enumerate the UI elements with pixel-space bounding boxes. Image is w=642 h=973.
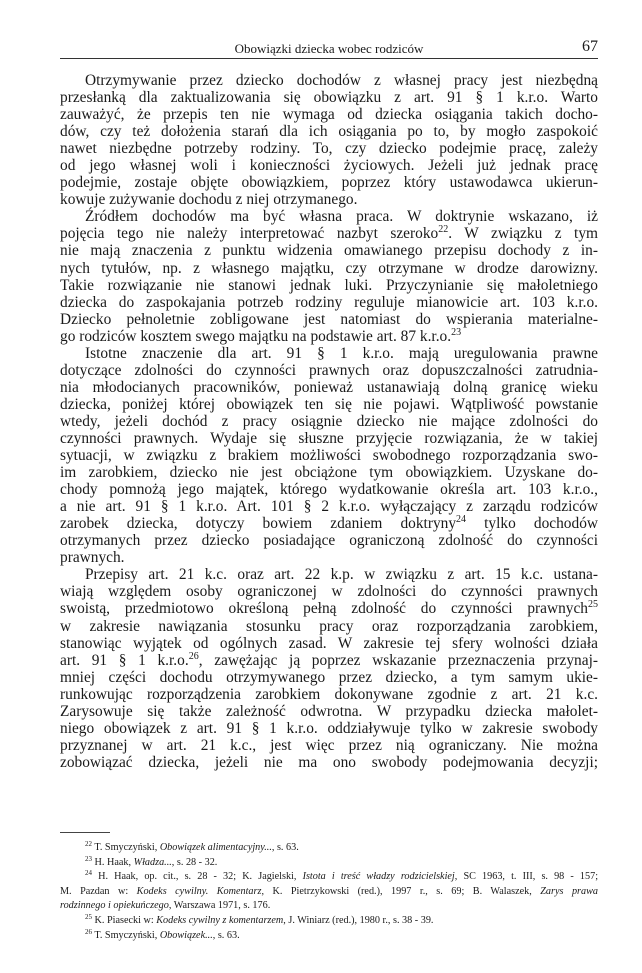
footnote-line <box>60 856 598 871</box>
text-segment: , J. Winiarz (red.), 1980 r., s. 38 - 39. <box>283 914 434 926</box>
text-line <box>60 328 598 345</box>
text-line <box>60 242 598 259</box>
text-segment: dziecka, poniżej której obowiązek ten się nie pojawi. Wątpliwość powstanie <box>60 395 598 413</box>
text-segment: im zarobkiem, dziecko nie jest obciążone tym obowiązkiem. Uzyskane do- <box>60 464 598 482</box>
text-line <box>60 89 598 106</box>
text-segment: a nie art. 91 § 1 k.r.o. Art. 101 § 2 k.r.o. wyłączający z zarządu rodziców <box>60 498 598 516</box>
text-segment: H. Haak, <box>92 856 134 868</box>
text-segment: dziecka do zaspokajania potrzeb rodziny reguluje mianowicie art. 103 k.r.o. <box>60 293 598 311</box>
text-segment: go rodziców kosztem swego majątku na podstawie art. 87 k.r.o. <box>60 327 452 345</box>
text-segment: Takie rozwiązanie nie stanowi jednak luki. Przyczynianie się małoletniego <box>60 276 598 294</box>
text-segment: T. Smyczyński, <box>92 929 160 941</box>
footnotes <box>60 841 598 943</box>
text-line <box>60 174 598 191</box>
text-line <box>60 481 598 498</box>
text-line <box>60 515 598 532</box>
text-segment: prawnych. <box>60 549 125 567</box>
footnote-line <box>60 899 598 914</box>
body-text <box>60 72 598 771</box>
footnote-line <box>60 885 598 900</box>
text-segment: , s. 63. <box>271 842 299 853</box>
italic-title: rodzinnego i opiekuńczego <box>60 900 169 912</box>
text-line <box>60 362 598 379</box>
text-segment: art. 91 § 1 k.r.o. <box>60 651 189 669</box>
text-segment: chody pomnożą jego majątek, którego wydatkowanie określa art. 103 k.r.o., <box>60 481 598 499</box>
text-segment: , zawężając ją poprzez wskazanie przeznaczenia przynaj- <box>198 651 598 669</box>
text-segment: T. Smyczyński, <box>92 842 160 853</box>
text-line <box>60 396 598 413</box>
italic-title: Zarys prawa <box>540 885 598 897</box>
text-line <box>60 140 598 157</box>
text-segment: swoistą, przedmiotowo określoną pełną zdolność do czynności prawnych <box>60 600 588 618</box>
text-segment: Przepisy art. 21 k.c. oraz art. 22 k.p. w związku z art. 15 k.c. ustana- <box>85 566 598 584</box>
footnote-line <box>60 914 598 929</box>
text-segment: Źródłem dochodów ma być własna praca. W doktrynie wskazano, iż <box>85 208 598 226</box>
text-segment: K. Piasecki w: <box>92 914 157 926</box>
text-segment: Dziecko pełnoletnie zobligowane jest natomiast do wspierania materialne- <box>60 310 598 328</box>
text-line <box>60 754 598 771</box>
text-segment: , K. Pietrzykowski (red.), 1997 r., s. 69; B. Walaszek, <box>261 885 541 897</box>
text-segment: od jego własnej woli i konieczności życiowych. Jeżeli już jednak pracę <box>60 157 598 175</box>
text-segment: pojęcia tego nie należy interpretować nazbyt szeroko <box>60 225 439 243</box>
text-segment: nie mają znaczenia z punktu widzenia omawianego przepisu dochody z in- <box>60 242 598 260</box>
text-line <box>60 191 598 208</box>
text-line <box>60 464 598 481</box>
text-line <box>60 566 598 583</box>
footnote-ref: 24 <box>85 869 92 878</box>
text-segment: sytuacji, w związku z brakiem możliwości swobodnego rozporządzania swo- <box>60 447 598 465</box>
text-line <box>60 379 598 396</box>
text-segment: zarobek dziecka, dotyczy bowiem zdaniem doktryny <box>60 515 457 533</box>
text-segment: dów, czy też dołożenia starań dla ich osiągania po to, by mogło zaspokoić <box>60 123 598 141</box>
text-segment: Zarysowuje się także zależność odwrotna. W przypadku dziecka małolet- <box>60 702 598 720</box>
text-line <box>60 123 598 140</box>
text-segment: w zakresie nawiązania stosunku pracy oraz rozporządzania zarobkiem, <box>60 617 598 635</box>
text-segment: mniej części dochodu otrzymywanego przez dziecko, a tym samym ukie- <box>60 668 598 686</box>
text-segment: zobowiązać dziecka, jeżeli nie ma ono swobody podejmowania decyzji; <box>60 753 598 771</box>
footnote-ref: 25 <box>85 912 92 921</box>
italic-title: Obowiązek... <box>159 929 213 941</box>
text-segment: Istotne znaczenie dla art. 91 § 1 k.r.o. mają uregulowania prawne <box>85 344 598 362</box>
italic-title: Kodeks cywilny z komentarzem <box>156 914 284 926</box>
text-line <box>60 106 598 123</box>
footnote-divider <box>60 832 110 833</box>
text-line <box>60 703 598 720</box>
text-line <box>60 260 598 277</box>
text-segment: przesłanką dla zaktualizowania się obowiązku z art. 91 § 1 k.r.o. Warto <box>60 89 598 107</box>
text-segment: wiają względem osoby ograniczonej w zdolności do czynności prawnych <box>60 583 598 601</box>
text-segment: tylko dochodów <box>466 515 598 533</box>
text-line <box>60 549 598 566</box>
text-line <box>60 583 598 600</box>
text-segment: wtedy, jeżeli dochód z pracy osiągnie dziecko nie mające zdolności do <box>60 412 598 430</box>
text-segment: kowuje zużywanie dochodu z niej otrzymanego. <box>60 191 358 209</box>
footnote-ref: 26 <box>85 927 92 936</box>
text-line <box>60 669 598 686</box>
page-number: 67 <box>582 38 598 55</box>
footnote-line <box>60 870 598 885</box>
text-segment: przyznanej w art. 21 k.c., jest więc przez nią ograniczany. Nie można <box>60 736 598 754</box>
text-segment: nych tytułów, np. z własnego majątku, czy otrzymane w drodze darowizny. <box>60 259 598 277</box>
text-segment: , Warszawa 1971, s. 176. <box>168 900 271 912</box>
text-line <box>60 618 598 635</box>
text-line <box>60 294 598 311</box>
running-header <box>60 38 598 59</box>
text-line <box>60 447 598 464</box>
text-segment: , SC 1963, t. III, s. 98 - 157; <box>454 871 599 883</box>
text-line <box>60 720 598 737</box>
text-segment: , s. 63. <box>212 929 240 941</box>
text-line <box>60 277 598 294</box>
text-segment: . W związku z tym <box>448 225 598 243</box>
text-segment: runkowując rozporządzenia zarobkiem dokonywane zgodnie z art. 21 k.c. <box>60 685 598 703</box>
text-line <box>60 600 598 617</box>
text-line <box>60 345 598 362</box>
italic-title: Kodeks cywilny. Komentarz <box>136 885 262 897</box>
footnote-ref: 25 <box>588 599 598 611</box>
text-line <box>60 498 598 515</box>
footnote-ref: 22 <box>85 840 92 848</box>
text-line <box>60 413 598 430</box>
text-line <box>60 737 598 754</box>
footnote-ref: 26 <box>188 650 199 662</box>
text-line <box>60 225 598 242</box>
text-segment: Otrzymywanie przez dziecko dochodów z własnej pracy jest niezbędną <box>85 72 598 89</box>
text-line <box>60 72 598 89</box>
footnote-line <box>60 841 598 856</box>
text-segment: zauważyć, że przepis ten nie wymaga od dziecka osiągania takich docho- <box>60 106 598 124</box>
text-segment: H. Haak, op. cit., s. 28 - 32; K. Jagielski, <box>92 871 303 883</box>
text-line <box>60 157 598 174</box>
text-segment: nawet niezbędne potrzeby rodziny. To, czy dziecko podejmie pracę, zależy <box>60 140 598 158</box>
text-line <box>60 652 598 669</box>
text-line <box>60 311 598 328</box>
text-segment: M. Pazdan w: <box>60 885 137 897</box>
text-line <box>60 686 598 703</box>
text-line <box>60 430 598 447</box>
italic-title: Obowiązek alimentacyjny... <box>159 842 272 853</box>
text-segment: nia młodocianych pracowników, ponieważ ustanawiają dolną granicę wieku <box>60 378 598 396</box>
text-line <box>60 635 598 652</box>
running-title: Obowiązki dziecka wobec rodziców <box>234 41 424 56</box>
footnote-ref: 22 <box>438 224 449 236</box>
text-segment: stanowiąc wyjątek od ogólnych zasad. W zakresie tej sfery wolności działa <box>60 634 598 652</box>
text-segment: niego obowiązek z art. 91 § 1 k.r.o. oddziaływuje tylko w zakresie swobody <box>60 719 598 737</box>
footnote-ref: 23 <box>451 326 462 338</box>
italic-title: Istota i treść władzy rodzicielskiej <box>302 871 455 883</box>
italic-title: Władza... <box>133 856 172 868</box>
footnote-ref: 24 <box>456 514 467 526</box>
text-line <box>60 208 598 225</box>
text-segment: otrzymanych przez dziecko posiadające ograniczoną zdolność do czynności <box>60 532 598 550</box>
footnote-ref: 23 <box>85 854 92 863</box>
text-segment: dotyczące zdolności do czynności prawnych oraz dopuszczalności zatrudnia- <box>60 361 598 379</box>
text-segment: podejmie, zostaje objęte obowiązkiem, poprzez który ustawodawca ukierun- <box>60 174 598 192</box>
text-segment: czynności prawnych. Wydaje się słuszne przyjęcie rozwiązania, że w takiej <box>60 429 598 447</box>
footnote-line <box>60 929 598 944</box>
text-segment: , s. 28 - 32. <box>171 856 218 868</box>
text-line <box>60 532 598 549</box>
